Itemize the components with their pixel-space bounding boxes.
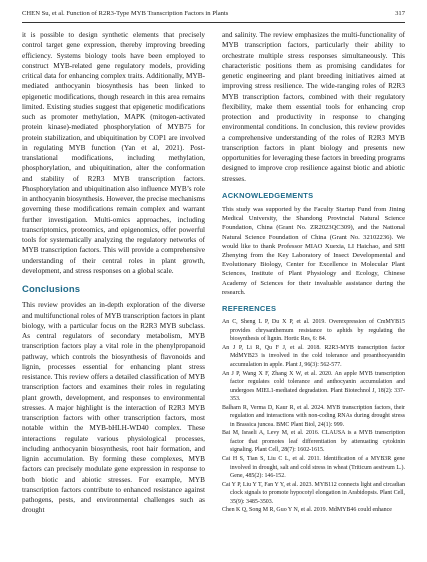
reference-item: Chen K Q, Song M R, Guo Y N, et al. 2019. MdMYB46 could enhance — [222, 507, 392, 514]
conclusions-paragraph: This review provides an in-depth exploration of the diverse and multifunctional roles of MYB transcription factors in plant biology, with a particular focus on the R2R3 MYB subclass. As central regulators of secondary metabolism, MYB transcription factors play a vital role in the phenylpropanoid pathway, which controls the biosynthesis of flavonoids and lignin, processes essential for enhancing plant stress resistance. This review offers a detailed classification of MYB transcription factors and examines their roles in regulating plant growth, development, and responses to environmental stresses. A major highlight is the interaction of R2R3 MYB transcription factors with other transcription factors, most notable within the MYB-bHLH-WD40 complex. These interactions regulate various physiological processes, including anthocyanin biosynthesis, root hair formation, and lignin accumulation. By forming these complexes, MYB factors can precisely modulate gene expression in response to both biotic and abiotic stresses. For example, MYB transcription factors contribute to enhanced resistance against pathogens, pests, and environmental challenges such as drought — [22, 301, 205, 515]
reference-item: An C, Sheng L P, Du X P, et al. 2019. Overexpression of CmMYB15 provides chrysanthemum resistance to aphids by regulating the biosynthesis of lignin. Hortic Res, 6: 84. — [222, 319, 405, 343]
reference-item: Balharn R, Verma D, Kaur R, et al. 2024. MYB transcription factors, their regulation and interactions with non-coding RNAs during drought stress in Brassica juncea. BMC Plant Biol, 24(1): 999. — [222, 404, 405, 428]
reference-item: An J P, Wang X F, Zhang X W, et al. 2020. An apple MYB transcription factor regulates cold tolerance and anthocyanin accumulation and undergoes MIEL1-mediated degradation. Plant Biotechnol J, 18(2): 337-353. — [222, 370, 405, 403]
page-number: 317 — [395, 10, 405, 17]
running-title: CHEN Su, et al. Function of R2R3-Type MYB Transcription Factors in Plants — [22, 10, 229, 17]
body-paragraph: it is possible to design synthetic elements that precisely control target gene expression, thereby improving breeding efficiency. Systems biology tools have been employed to construct MYB-related gene regulatory models, providing critical data for enhancing complex traits. Additionally, MYB-mediated anthocyanin biosynthesis has been linked to epigenetic modifications, though research in this area remains limited. Existing studies suggest that epigenetic modifications such as promoter methylation, MAPK (mitogen-activated protein kinase)-mediated phosphorylation of MYB75 for protein stabilization, and ubiquitination by COP1 are involved in regulating MYB function (Yan et al, 2021). Post-translational modifications, including methylation, phosphorylation, and ubiquitination, alter the conformation and stability of R2R3 MYB transcription factors. Phosphorylation and ubiquitination also influence MYB’s role in anthocyanin biosynthesis. However, the precise mechanisms governing these modifications remain complex and warrant further investigation. Multi-omics approaches, including transcriptomics, proteomics, and epigenomics, offer powerful tools for systematically analyzing the regulatory networks of MYB transcription factors. This will provide a comprehensive understanding of their central roles in plant growth, development, and stress responses on a global scale. — [22, 31, 205, 275]
reference-item: Cai H S, Tian S, Liu C L, et al. 2011. Identification of a MYB3R gene involved in drought, salt and cold stress in wheat (Triticum aestivum L.). Gene, 485(2): 146-152. — [222, 456, 405, 480]
conclusions-heading: Conclusions — [22, 284, 81, 295]
right-column — [222, 30, 405, 515]
acknowledgements-text: This study was supported by the Faculty Startup Fund from Jining Medical University, the Shandong Provincial Natural Science Foundation, China (Grant No. ZR2023QC309), and the National Natural Science Foundation of China (Grant No. 32102236). We would like to thank Professor MIAO Xuexia, LI Haichao, and SHI Zhenying from the Key Laboratory of Insect Developmental and Evolutionary Biology, Center for Excellence in Molecular Plant Sciences, Institute of Plant Physiology and Ecology, Chinese Academy of Sciences for their invaluable assistance during the research. — [222, 206, 405, 296]
acknowledgements-heading: ACKNOWLEDGEMENTS — [222, 190, 314, 200]
reference-item: An J P, Li R, Qu F J, et al. 2018. R2R3-MYB transcription factor MdMYB23 is involved in the cold tolerance and proanthocyanidin accumulation in apple. Plant J, 96(3): 562-577. — [222, 344, 405, 369]
header-rule — [22, 22, 405, 23]
reference-item: Cai Y P, Liu Y T, Fan Y Y, et al. 2023. MYB112 connects light and circadian clock signals to promote hypocotyl elongation in Arabidopsis. Plant Cell, 35(9): 3485-3503. — [222, 481, 405, 505]
reference-item: Bai M, Israeli A, Levy M, et al. 2016. CLAUSA is a MYB transcription factor that promotes leaf differentiation by attenuating cytokinin signaling. Plant Cell, 28(7): 1602-1615. — [222, 430, 405, 454]
references-heading: REFERENCES — [222, 304, 277, 314]
reference-list — [222, 318, 405, 515]
body-paragraph: and salinity. The review emphasizes the multi-functionality of MYB transcription factors, particularly their ability to orchestrate multiple stress responses simultaneously. This characteristic positions them as promising candidates for genetic engineering and plant breeding initiatives aimed at improving stress resilience. The wide-ranging roles of R2R3 MYB transcription factors, combined with their regulatory flexibility, make them essential tools for enhancing crop protection and productivity in response to changing environmental conditions. In conclusion, this review provides a comprehensive understanding of the roles of R2R3 MYB transcription factors in plant biology and presents new opportunities for leveraging these factors in breeding programs designed to improve crop resilience against biotic and abiotic stresses. — [222, 31, 406, 183]
left-column — [22, 30, 205, 516]
